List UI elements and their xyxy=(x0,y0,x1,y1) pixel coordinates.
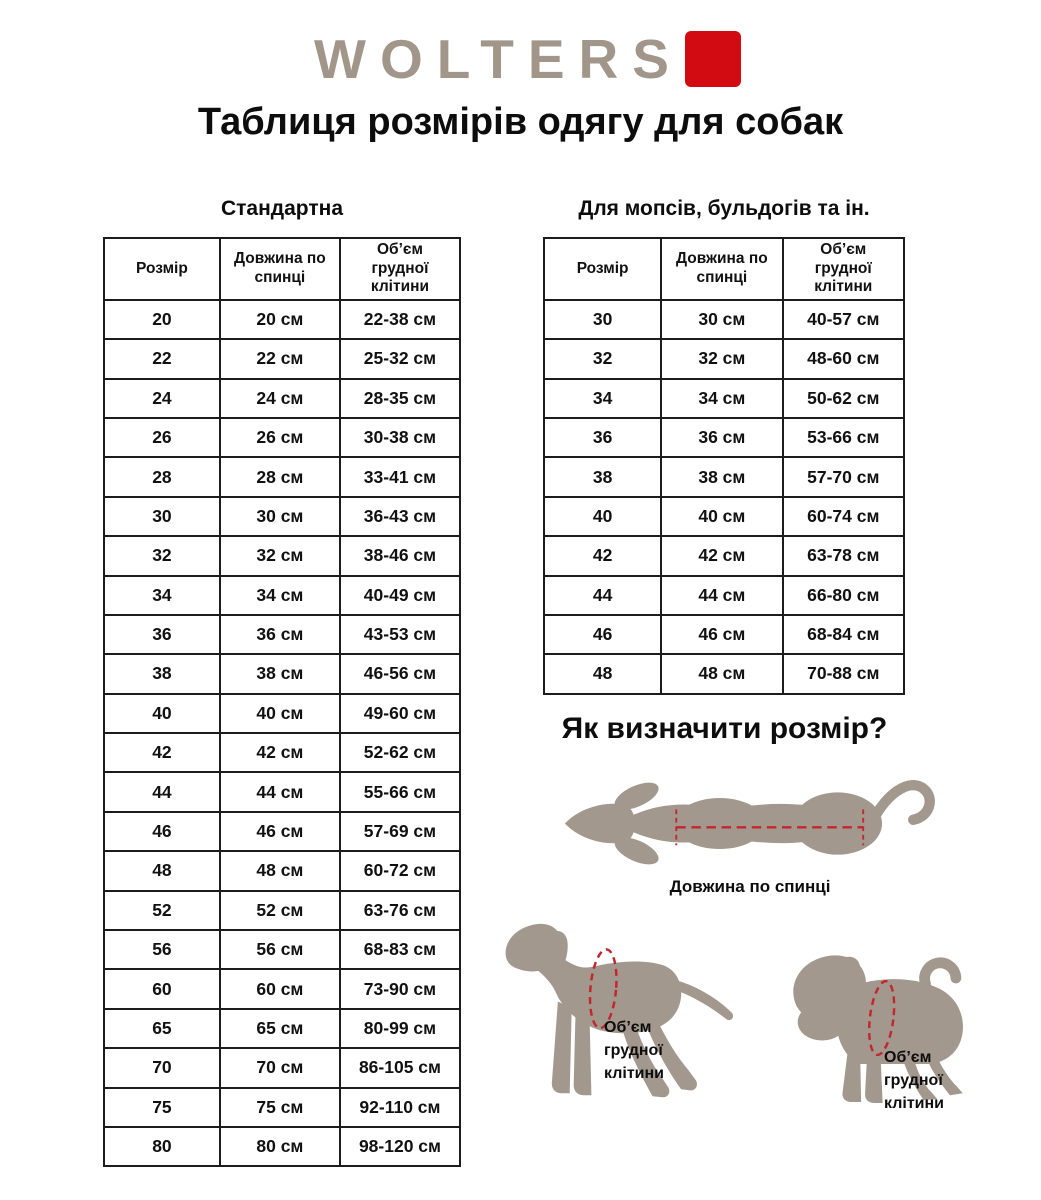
chest-girth-label-large-dog: Об’єм грудної клітини xyxy=(604,1019,664,1083)
table-cell: 68-84 см xyxy=(783,615,904,654)
table-row xyxy=(104,733,460,772)
table-cell: 70 см xyxy=(220,1048,340,1087)
table-cell: 36 см xyxy=(661,418,782,457)
table-cell: 24 xyxy=(104,379,220,418)
table-cell: 73-90 см xyxy=(340,969,460,1008)
table-cell: 34 xyxy=(104,576,220,615)
table-cell: 75 см xyxy=(220,1088,340,1127)
table-cell: 92-110 см xyxy=(340,1088,460,1127)
table-cell: 52-62 см xyxy=(340,733,460,772)
column-header-size: Розмір xyxy=(544,238,661,300)
column-header-chest-girth: Об’єм грудної клітини xyxy=(783,238,904,300)
table-row xyxy=(104,457,460,496)
table-row xyxy=(104,418,460,457)
standard-table-body xyxy=(104,300,460,1167)
table-cell: 70 xyxy=(104,1048,220,1087)
table-cell: 22-38 см xyxy=(340,300,460,339)
table-row xyxy=(544,576,904,615)
table-cell: 65 см xyxy=(220,1009,340,1048)
table-row xyxy=(104,497,460,536)
column-header-back-length: Довжина по спинці xyxy=(661,238,782,300)
table-cell: 38-46 см xyxy=(340,536,460,575)
table-row xyxy=(544,497,904,536)
brand-logo-text: WOLTERS xyxy=(314,27,683,90)
table-row xyxy=(104,694,460,733)
pugs-size-table xyxy=(543,237,905,695)
table-cell: 48 xyxy=(104,851,220,890)
table-cell: 36-43 см xyxy=(340,497,460,536)
table-row xyxy=(104,576,460,615)
table-row xyxy=(104,1048,460,1087)
table-cell: 48 см xyxy=(220,851,340,890)
column-header-chest-girth: Об’єм грудної клітини xyxy=(340,238,460,300)
table-cell: 40 xyxy=(104,694,220,733)
back-length-label: Довжина по спинці xyxy=(669,877,831,896)
table-cell: 60-72 см xyxy=(340,851,460,890)
table-cell: 44 см xyxy=(661,576,782,615)
table-cell: 38 см xyxy=(220,654,340,693)
table-cell: 80-99 см xyxy=(340,1009,460,1048)
table-row xyxy=(104,851,460,890)
table-cell: 43-53 см xyxy=(340,615,460,654)
brand-logo xyxy=(0,27,1041,90)
table-cell: 33-41 см xyxy=(340,457,460,496)
table-cell: 38 xyxy=(544,457,661,496)
table-cell: 28 см xyxy=(220,457,340,496)
table-cell: 44 см xyxy=(220,772,340,811)
table-row xyxy=(104,536,460,575)
dog-top-view-illustration xyxy=(548,765,948,883)
table-row xyxy=(544,418,904,457)
table-row xyxy=(104,891,460,930)
table-cell: 46 см xyxy=(220,812,340,851)
table-row xyxy=(104,654,460,693)
table-cell: 40-49 см xyxy=(340,576,460,615)
table-cell: 49-60 см xyxy=(340,694,460,733)
table-cell: 36 xyxy=(544,418,661,457)
table-row xyxy=(544,339,904,378)
table-cell: 40 xyxy=(544,497,661,536)
table-cell: 34 см xyxy=(220,576,340,615)
table-row xyxy=(544,457,904,496)
table-row xyxy=(544,379,904,418)
table-cell: 30 см xyxy=(220,497,340,536)
table-cell: 63-76 см xyxy=(340,891,460,930)
table-row xyxy=(544,300,904,339)
table-cell: 28-35 см xyxy=(340,379,460,418)
table-cell: 25-32 см xyxy=(340,339,460,378)
table-cell: 60 см xyxy=(220,969,340,1008)
table-cell: 80 xyxy=(104,1127,220,1166)
standard-size-table xyxy=(103,237,461,1167)
dog-top-view-silhouette xyxy=(565,777,930,870)
brand-logo-red-square-icon xyxy=(685,31,741,87)
table-cell: 36 xyxy=(104,615,220,654)
table-cell: 32 xyxy=(544,339,661,378)
table-cell: 32 xyxy=(104,536,220,575)
table-cell: 38 xyxy=(104,654,220,693)
table-row xyxy=(544,536,904,575)
chest-girth-label-pug: Об’єм грудної клітини xyxy=(884,1049,944,1113)
table-row xyxy=(104,300,460,339)
table-cell: 46-56 см xyxy=(340,654,460,693)
table-cell: 26 xyxy=(104,418,220,457)
table-cell: 65 xyxy=(104,1009,220,1048)
table-row xyxy=(104,1127,460,1166)
table-row xyxy=(104,1088,460,1127)
table-cell: 40 см xyxy=(220,694,340,733)
table-cell: 46 см xyxy=(661,615,782,654)
table-cell: 57-69 см xyxy=(340,812,460,851)
table-row xyxy=(104,615,460,654)
table-cell: 46 xyxy=(104,812,220,851)
table-cell: 60 xyxy=(104,969,220,1008)
table-cell: 42 xyxy=(104,733,220,772)
column-header-back-length: Довжина по спинці xyxy=(220,238,340,300)
table-cell: 20 xyxy=(104,300,220,339)
table-cell: 52 см xyxy=(220,891,340,930)
table-cell: 48-60 см xyxy=(783,339,904,378)
table-cell: 34 xyxy=(544,379,661,418)
table-cell: 22 см xyxy=(220,339,340,378)
table-cell: 30 см xyxy=(661,300,782,339)
table-cell: 28 xyxy=(104,457,220,496)
table-cell: 34 см xyxy=(661,379,782,418)
table-cell: 48 xyxy=(544,654,661,693)
table-row xyxy=(104,772,460,811)
table-cell: 40-57 см xyxy=(783,300,904,339)
table-cell: 36 см xyxy=(220,615,340,654)
table-header-row xyxy=(544,238,904,300)
table-row xyxy=(104,930,460,969)
table-cell: 24 см xyxy=(220,379,340,418)
table-cell: 42 см xyxy=(220,733,340,772)
column-header-size: Розмір xyxy=(104,238,220,300)
table-row xyxy=(104,379,460,418)
table-cell: 57-70 см xyxy=(783,457,904,496)
table-cell: 38 см xyxy=(661,457,782,496)
table-row xyxy=(104,969,460,1008)
table-cell: 48 см xyxy=(661,654,782,693)
table-cell: 22 xyxy=(104,339,220,378)
table-cell: 44 xyxy=(544,576,661,615)
table-cell: 50-62 см xyxy=(783,379,904,418)
table-cell: 30 xyxy=(104,497,220,536)
table-cell: 56 см xyxy=(220,930,340,969)
table-cell: 32 см xyxy=(661,339,782,378)
standard-table-caption: Стандартна xyxy=(220,197,344,220)
table-cell: 63-78 см xyxy=(783,536,904,575)
table-cell: 52 xyxy=(104,891,220,930)
table-cell: 42 см xyxy=(661,536,782,575)
table-row xyxy=(544,615,904,654)
pugs-table-caption: Для мопсів, бульдогів та ін. xyxy=(578,197,870,220)
table-cell: 32 см xyxy=(220,536,340,575)
table-row xyxy=(544,654,904,693)
pugs-table-body xyxy=(544,300,904,694)
table-header-row xyxy=(104,238,460,300)
table-cell: 30 xyxy=(544,300,661,339)
guide-section-title: Як визначити розмір? xyxy=(561,712,888,745)
table-cell: 20 см xyxy=(220,300,340,339)
table-cell: 80 см xyxy=(220,1127,340,1166)
table-row xyxy=(104,339,460,378)
table-cell: 26 см xyxy=(220,418,340,457)
table-cell: 44 xyxy=(104,772,220,811)
table-cell: 55-66 см xyxy=(340,772,460,811)
table-cell: 70-88 см xyxy=(783,654,904,693)
table-cell: 53-66 см xyxy=(783,418,904,457)
table-cell: 42 xyxy=(544,536,661,575)
table-cell: 75 xyxy=(104,1088,220,1127)
table-cell: 60-74 см xyxy=(783,497,904,536)
table-row xyxy=(104,812,460,851)
page-title: Таблиця розмірів одягу для собак xyxy=(197,101,844,143)
table-cell: 30-38 см xyxy=(340,418,460,457)
table-cell: 68-83 см xyxy=(340,930,460,969)
table-cell: 66-80 см xyxy=(783,576,904,615)
table-cell: 56 xyxy=(104,930,220,969)
table-row xyxy=(104,1009,460,1048)
table-cell: 86-105 см xyxy=(340,1048,460,1087)
table-cell: 40 см xyxy=(661,497,782,536)
table-cell: 46 xyxy=(544,615,661,654)
table-cell: 98-120 см xyxy=(340,1127,460,1166)
